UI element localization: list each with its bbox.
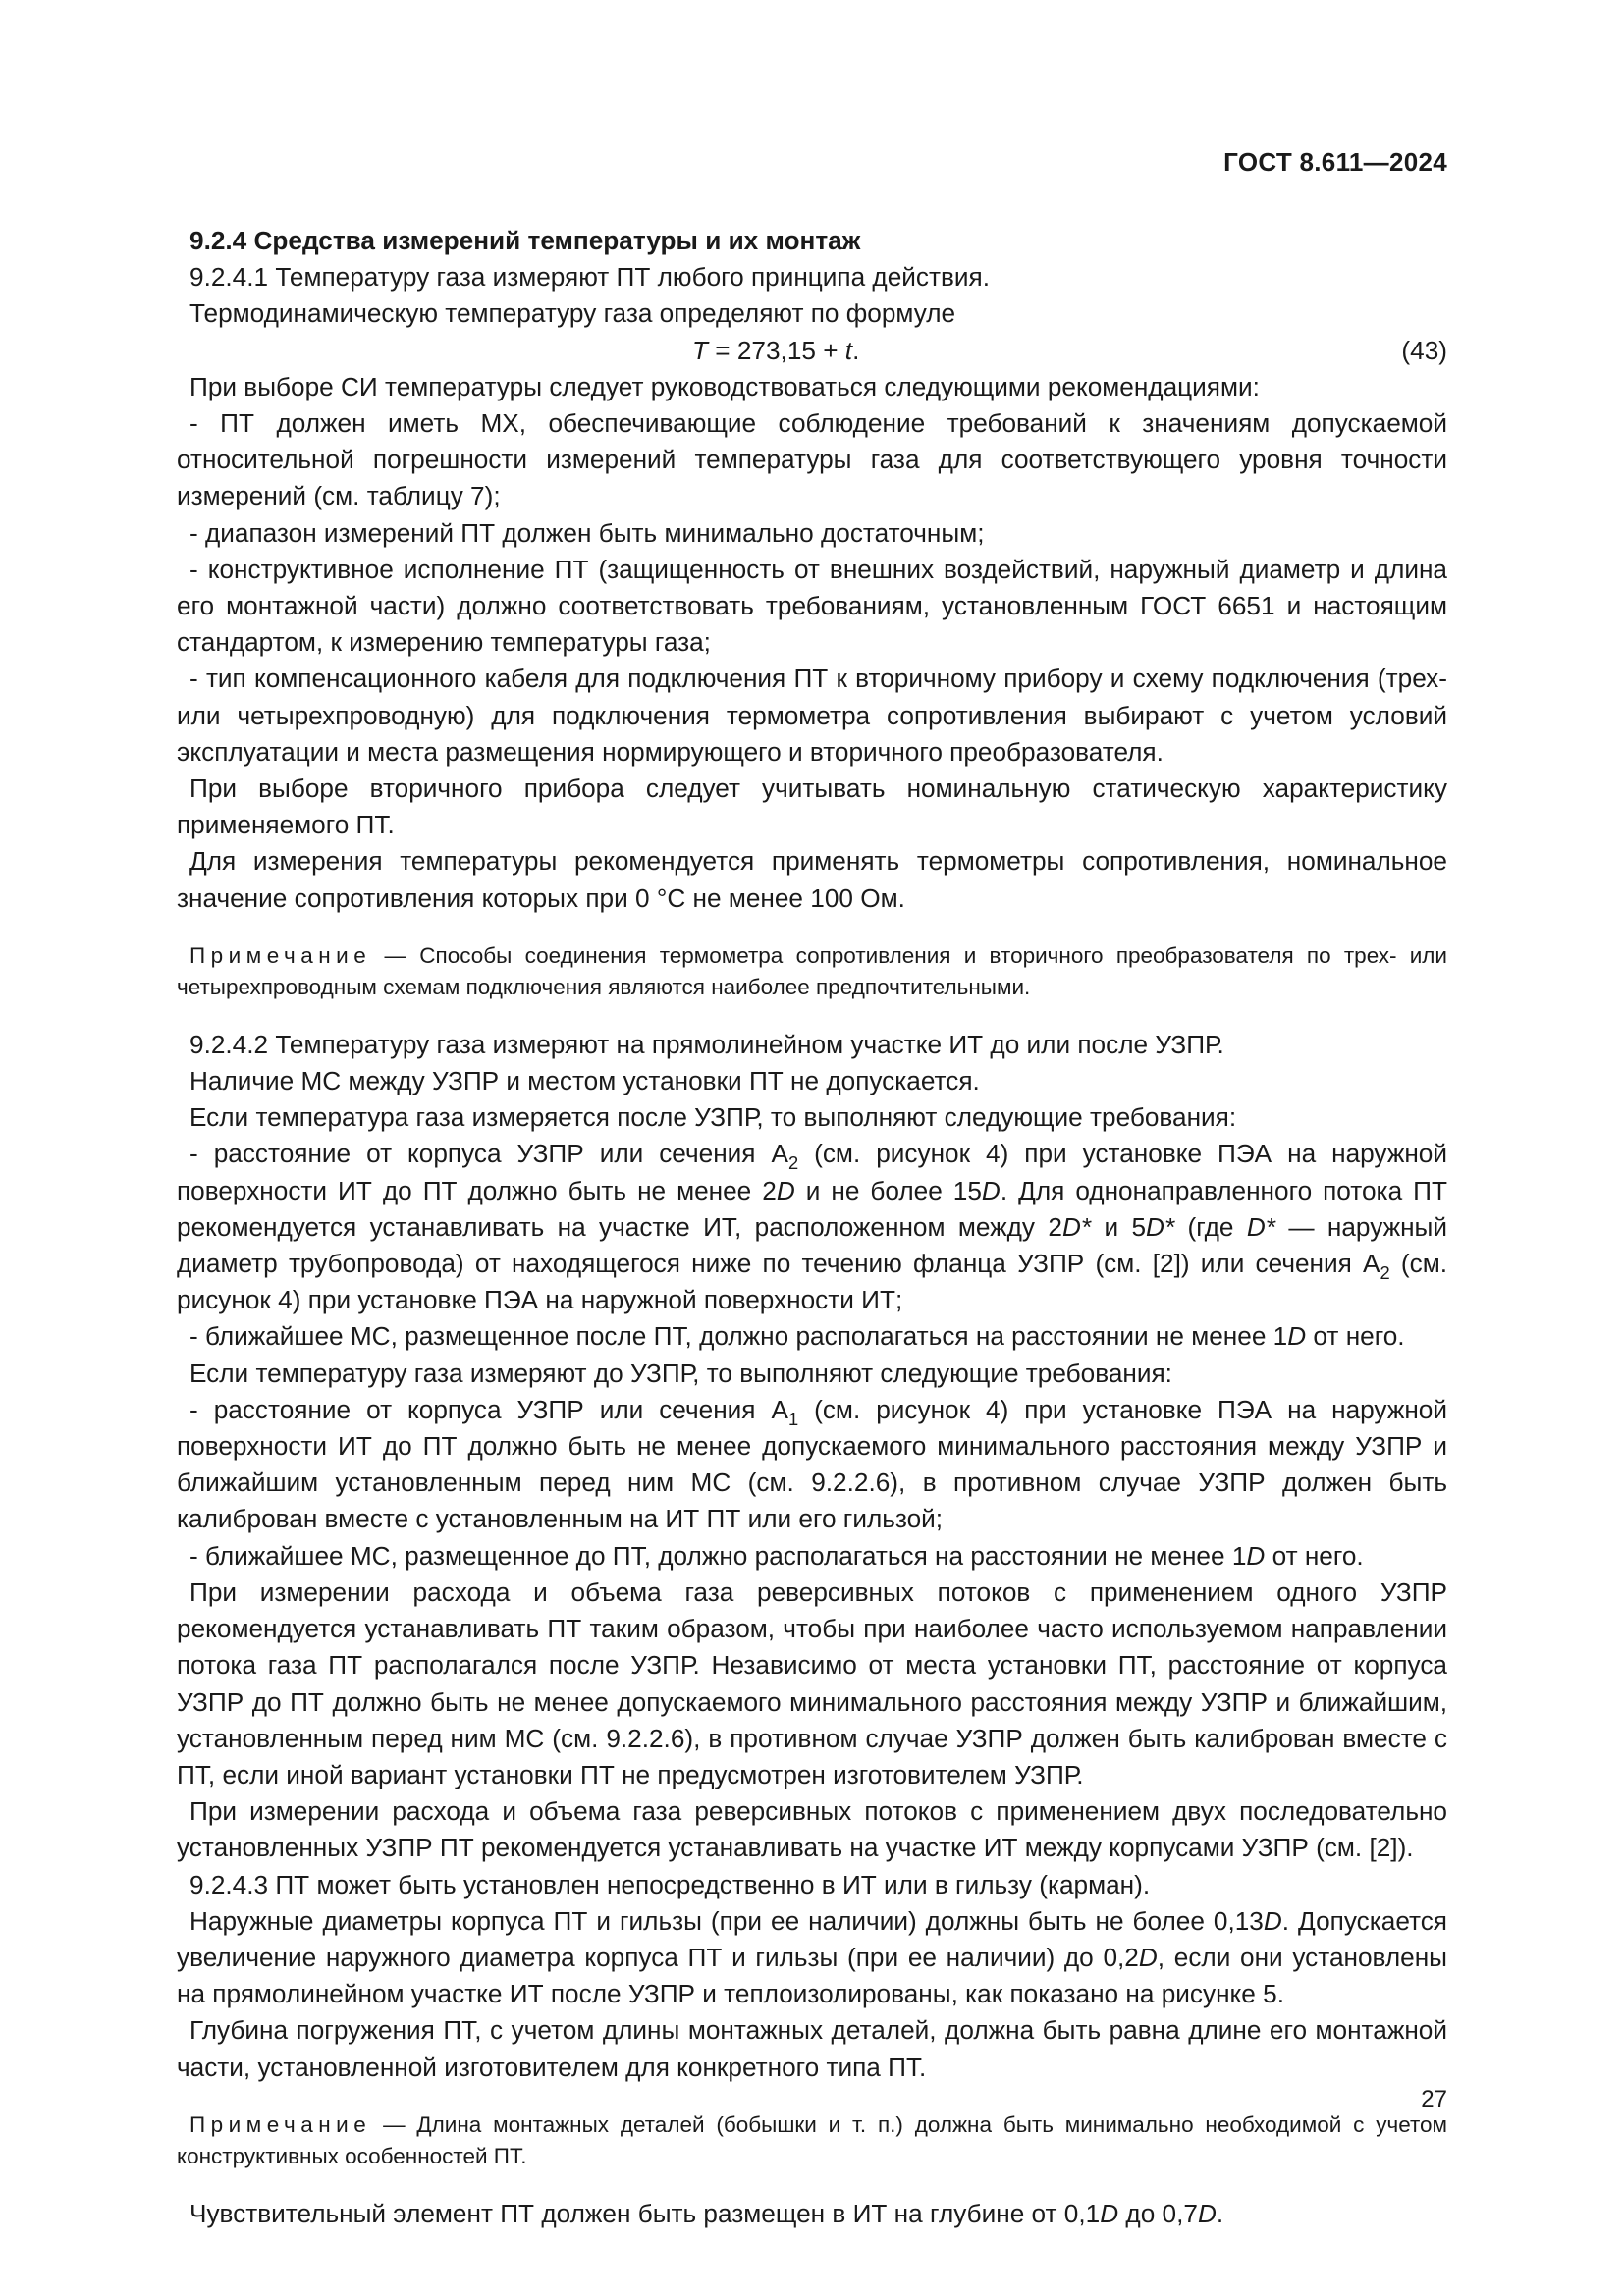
clause-9-2-4-2: 9.2.4.2 Температуру газа измеряют на прямолинейном участке ИТ до или после УЗПР.: [189, 1029, 1224, 1059]
note-label: Примечание: [189, 2111, 372, 2137]
requirement-before-ms: - ближайшее МС, размещенное до ПТ, должно располагаться на расстоянии не менее 1D от него.: [189, 1540, 1364, 1571]
paragraph-sensitive-element: Чувствительный элемент ПТ должен быть размещен в ИТ на глубине от 0,1D до 0,7D.: [189, 2198, 1224, 2228]
standard-designation: ГОСТ 8.611—2024: [1223, 147, 1447, 177]
page-number: 27: [1421, 2086, 1447, 2112]
section-heading: 9.2.4 Средства измерений температуры и их монтаж: [189, 226, 861, 255]
recommendation-item: - конструктивное исполнение ПТ (защищенность от внешних воздействий, наружный диаметр и длина его монтажной части) должно соответствовать требованиям, установленным ГОСТ 6651 и настоящим стандартом, к измерению температуры газа;: [177, 554, 1447, 658]
clause-9-2-4-3: 9.2.4.3 ПТ может быть установлен непосредственно в ИТ или в гильзу (карман).: [189, 1869, 1151, 1899]
paragraph-reverse-one: При измерении расхода и объема газа реверсивных потоков с применением одного УЗПР рекомендуется устанавливать ПТ таким образом, чтобы при наиболее часто используемом направлении потока газа ПТ располагался после УЗПР. Независимо от места установки ПТ, расстояние от корпуса УЗПР до ПТ должно быть не менее допускаемого минимального расстояния между УЗПР и ближайшим, установленным перед ним МС (см. 9.2.2.6), в противном случае УЗПР должен быть калиброван вместе с ПТ, если иной вариант установки ПТ не предусмотрен изготовителем УЗПР.: [177, 1576, 1447, 1789]
paragraph-after-intro: Если температура газа измеряется после УЗПР, то выполняют следующие требования:: [189, 1102, 1237, 1133]
page-body: [177, 223, 1447, 2232]
recommendation-item: - тип компенсационного кабеля для подключения ПТ к вторичному прибору и схему подключения (трех- или четырехпроводную) для подключения термометра сопротивления выбирают с учетом условий эксплуатации и места размещения нормирующего и вторичного преобразователя.: [177, 664, 1447, 767]
note-label: Примечание: [189, 942, 372, 968]
paragraph-reverse-two: При измерении расхода и объема газа реверсивных потоков с применением двух последовательно установленных УЗПР ПТ рекомендуется устанавливать на участке ИТ между корпусами УЗПР (см. [2]).: [177, 1796, 1447, 1863]
note-connection-schemes: Примечание — Способы соединения термометра сопротивления и вторичного преобразователя по трех- или четырехпроводным схемам подключения являются наиболее предпочтительными.: [177, 942, 1447, 999]
requirement-after-ms: - ближайшее МС, размещенное после ПТ, должно располагаться на расстоянии не менее 1D от него.: [189, 1321, 1405, 1352]
formula-43: [177, 333, 1447, 369]
requirement-before-distance: - расстояние от корпуса УЗПР или сечения $А_1$ (см. рисунок 4) при установке ПЭА на наружной поверхности ИТ до ПТ должно быть не менее допускаемого минимального расстояния между УЗПР и ближайшим установленным перед ним МС (см. 9.2.2.6), в противном случае УЗПР должен быть калиброван вместе с установленным на ИТ ПТ или его гильзой;: [177, 1394, 1447, 1534]
formula-expression: T = 273,15 + t.: [692, 335, 860, 365]
paragraph-before-intro: Если температуру газа измеряют до УЗПР, то выполняют следующие требования:: [189, 1358, 1172, 1388]
recommendation-item: - ПТ должен иметь МХ, обеспечивающие соблюдение требований к значениям допускаемой относительной погрешности измерений температуры газа для соответствующего уровня точности измерений (см. таблицу 7);: [177, 408, 1447, 511]
paragraph-diameters: Наружные диаметры корпуса ПТ и гильзы (при ее наличии) должны быть не более 0,13D. Допускается увеличение наружного диаметра корпуса ПТ и гильзы (при ее наличии) до 0,2D, если они установлены на прямолинейном участке ИТ после УЗПР и теплоизолированы, как показано на рисунке 5.: [177, 1905, 1447, 2009]
clause-9-2-4-1: 9.2.4.1 Температуру газа измеряют ПТ любого принципа действия.: [189, 262, 990, 293]
formula-intro: Термодинамическую температуру газа определяют по формуле: [189, 298, 956, 329]
note-mounting-parts: Примечание — Длина монтажных деталей (бобышки и т. п.) должна быть минимально необходимой с учетом конструктивных особенностей ПТ.: [177, 2111, 1447, 2168]
requirement-after-distance: - расстояние от корпуса УЗПР или сечения $А_2$ (см. рисунок 4) при установке ПЭА на наружной поверхности ИТ до ПТ должно быть не менее 2D и не более 15D. Для однонаправленного потока ПТ рекомендуется устанавливать на участке ИТ, расположенном между 2D* и 5D* (где D* — наружный диаметр трубопровода) от находящегося ниже по течению фланца УЗПР (см. [2]) или сечения $А_2$ (см. рисунок 4) при установке ПЭА на наружной поверхности ИТ;: [177, 1139, 1448, 1315]
paragraph-no-ms: Наличие МС между УЗПР и местом установки ПТ не допускается.: [189, 1066, 980, 1096]
formula-number: (43): [1401, 335, 1447, 365]
recommendation-item: - диапазон измерений ПТ должен быть минимально достаточным;: [189, 517, 985, 548]
paragraph-secondary-device: При выборе вторичного прибора следует учитывать номинальную статическую характеристику применяемого ПТ.: [177, 774, 1447, 840]
paragraph-resistance-thermometers: Для измерения температуры рекомендуется применять термометры сопротивления, номинальное значение сопротивления которых при 0 °С не менее 100 Ом.: [177, 846, 1447, 913]
recommendations-intro: При выборе СИ температуры следует руководствоваться следующими рекомендациями:: [189, 371, 1260, 401]
paragraph-immersion-depth: Глубина погружения ПТ, с учетом длины монтажных деталей, должна быть равна длине его монтажной части, установленной изготовителем для конкретного типа ПТ.: [177, 2015, 1447, 2082]
